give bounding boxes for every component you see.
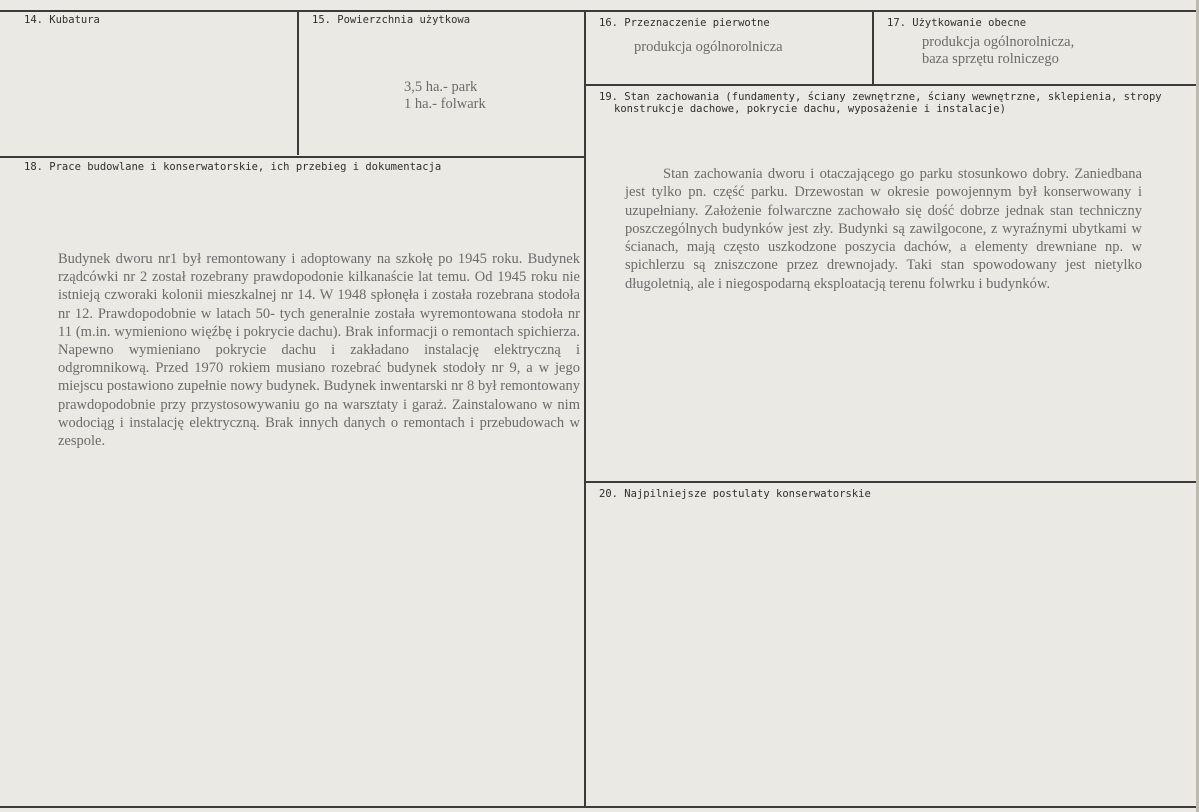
- field-17-line-1: produkcja ogólnorolnicza,: [922, 34, 1075, 50]
- field-16-value: produkcja ogólnorolnicza: [634, 39, 783, 55]
- field-16-label: 16. Przeznaczenie pierwotne: [599, 17, 770, 29]
- field-15-value: [404, 79, 486, 113]
- field-18-label: 18. Prace budowlane i konserwatorskie, ich przebieg i dokumentacja: [24, 161, 442, 173]
- divider-14-15: [297, 10, 299, 155]
- field-19-label-line-2: konstrukcje dachowe, pokrycie dachu, wyposażenie i instalacje): [614, 103, 1006, 115]
- field-14-label: 14. Kubatura: [24, 14, 100, 26]
- field-17-line-2: baza sprzętu rolniczego: [922, 51, 1059, 67]
- field-18-text: Budynek dworu nr1 był remontowany i adoptowany na szkołę po 1945 roku. Budynek rządcówki nr 2 został rozebrany prawdopodonie kilkanaście lat temu. Od 1945 roku nie istnieją czworaki kolonii mieszkalnej nr 14. W 1948 spłonęła i została rozebrana stodoła nr 12. Prawdopodobnie w latach 50- tych generalnie została wyremontowana stodoła nr 11 (m.in. wymieniono więźbę i pokrycie dachu). Brak informacji o remontach spichierza. Napewno wymieniano pokrycie dachu i zakładano instalację elektryczną i odgromnikową. Przed 1970 rokiem musiano rozebrać budynek stodoły nr 9, a w jego miejscu postawiono zupełnie nowy budynek. Budynek inwentarski nr 8 był remontowany prawdopodobnie przy przystosowywaniu go na warsztaty i garaż. Zainstalowano w nim wodociąg i instalację elektryczną. Brak innych danych o remontach i przebudowach w zespole.: [58, 251, 580, 450]
- top-border: [0, 10, 1199, 12]
- divider-16-17: [872, 10, 874, 85]
- center-divider: [584, 10, 586, 808]
- field-15-line-1: 3,5 ha.- park: [404, 79, 478, 95]
- field-17-value: [922, 34, 1074, 68]
- field-15-line-2: 1 ha.- folwark: [404, 96, 486, 112]
- field-15-label: 15. Powierzchnia użytkowa: [312, 14, 471, 26]
- divider-row1-left: [0, 156, 586, 158]
- field-19-text: Stan zachowania dworu i otaczającego go parku stosunkowo dobry. Zaniedbana jest tylko pn. część parku. Drzewostan w okresie powojennym był konserwowany i uzupełniany. Założenie folwarczne zachowało się dość dobrze jednak stan techniczny poszczególnych budynków jest zły. Budynki są zawilgocone, z wyraźnymi ubytkami w ścianach, mają często uszkodzone poszycia dachów, a elementy drewniane np. w spichlerzu są zniszczone przez drewnojady. Taki stan spowodowany jest nietylko długoletnią, ale i niegospodarną eksploatacją terenu folwrku i budynków.: [625, 166, 1142, 292]
- bottom-border: [0, 806, 1199, 808]
- divider-19-20: [584, 481, 1199, 483]
- field-17-label: 17. Użytkowanie obecne: [887, 17, 1027, 29]
- field-20-label: 20. Najpilniejsze postulaty konserwatorskie: [599, 488, 871, 500]
- field-19-label-line-1: 19. Stan zachowania (fundamenty, ściany zewnętrzne, ściany wewnętrzne, sklepienia, stropy: [599, 91, 1162, 103]
- divider-row1-right: [584, 84, 1199, 86]
